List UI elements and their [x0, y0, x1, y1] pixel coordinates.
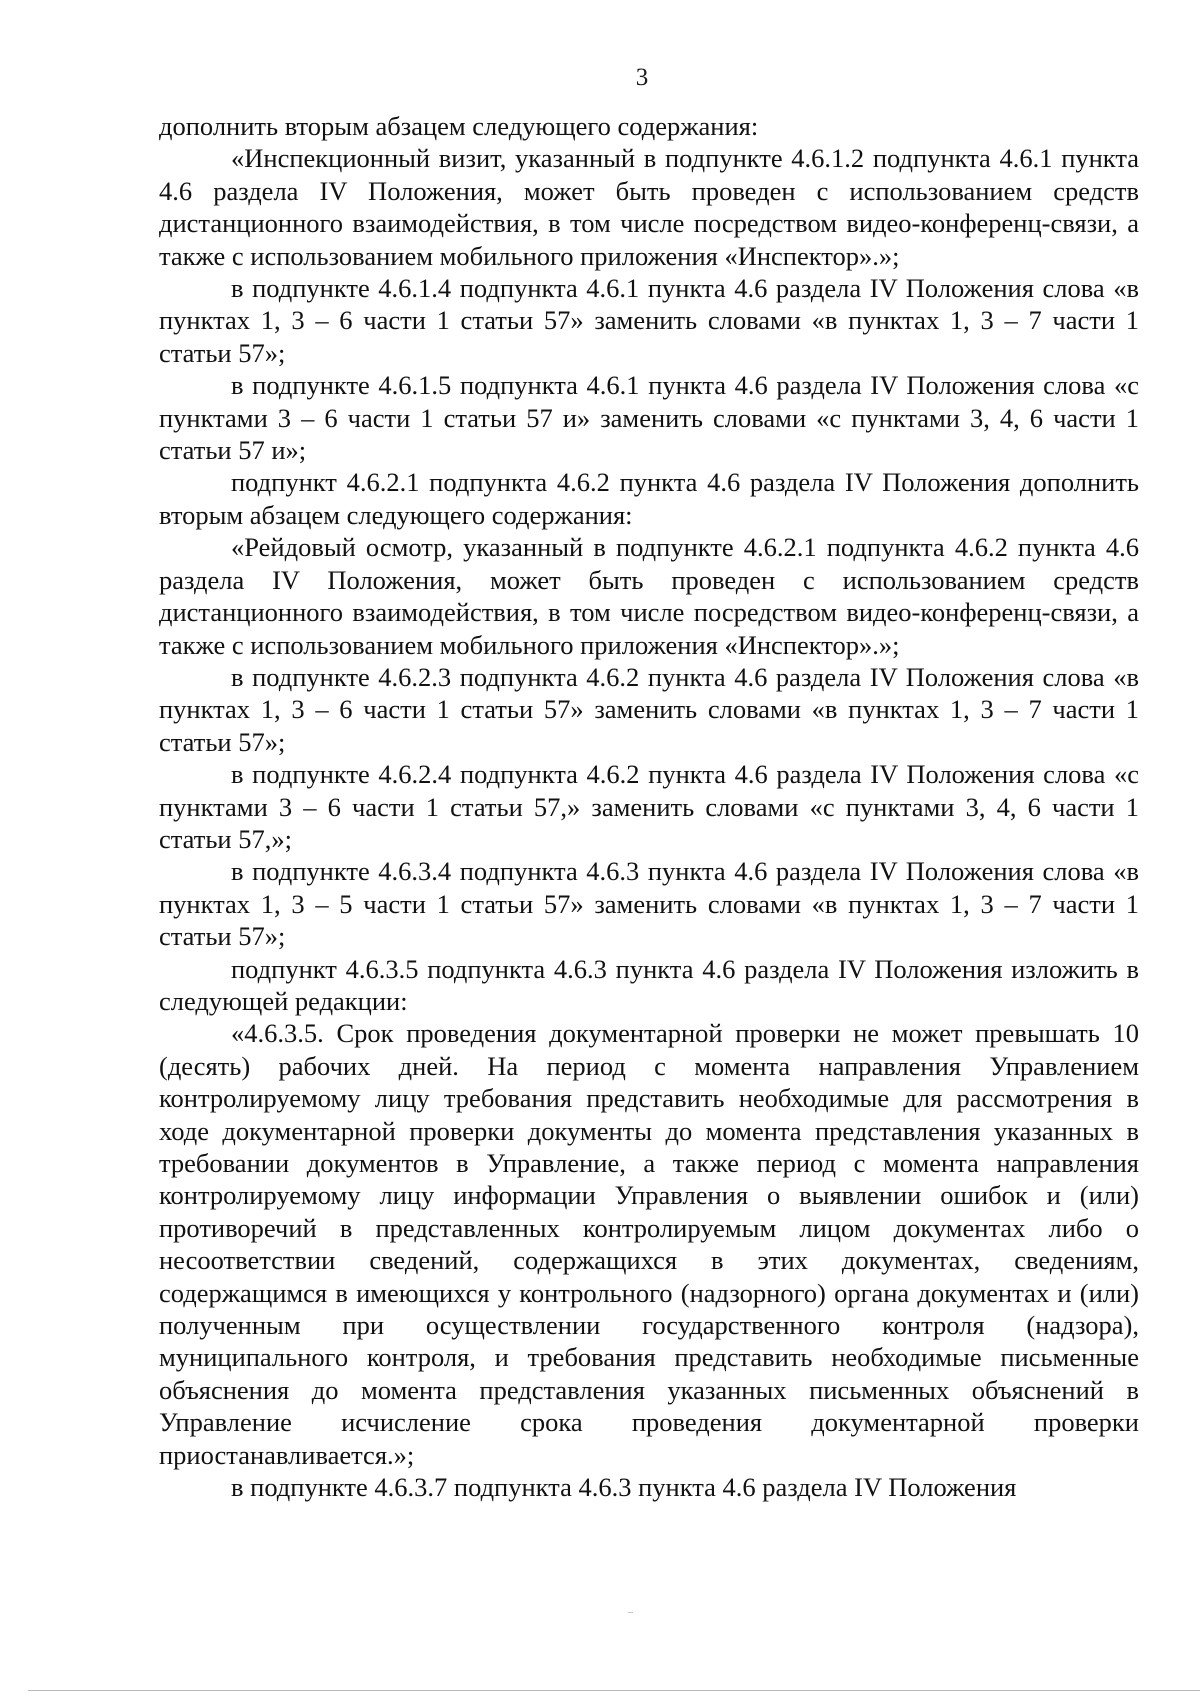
- paragraph-12: в подпункте 4.6.3.7 подпункта 4.6.3 пункта 4.6 раздела IV Положения: [231, 1472, 1017, 1503]
- paragraph-10: подпункт 4.6.3.5 подпункта 4.6.3 пункта 4.6 раздела IV Положения изложить в следующей редакции:: [159, 953, 1139, 1016]
- paragraph-4: в подпункте 4.6.1.5 подпункта 4.6.1 пункта 4.6 раздела IV Положения слова «с пунктами 3 – 6 части 1 статьи 57 и» заменить словами «с пунктами 3, 4, 6 части 1 статьи 57 и»;: [159, 370, 1139, 466]
- paragraph-9: в подпункте 4.6.3.4 подпункта 4.6.3 пункта 4.6 раздела IV Положения слова «в пунктах 1, 3 – 5 части 1 статьи 57» заменить словами «в пунктах 1, 3 – 7 части 1 статьи 57»;: [159, 856, 1139, 952]
- paragraph-3: в подпункте 4.6.1.4 подпункта 4.6.1 пункта 4.6 раздела IV Положения слова «в пунктах 1, 3 – 6 части 1 статьи 57» заменить словами «в пунктах 1, 3 – 7 части 1 статьи 57»;: [159, 273, 1139, 368]
- document-body: [159, 110, 1139, 1503]
- paragraph-5: подпункт 4.6.2.1 подпункта 4.6.2 пункта 4.6 раздела IV Положения дополнить вторым абзацем следующего содержания:: [159, 467, 1139, 530]
- paragraph-8: в подпункте 4.6.2.4 подпункта 4.6.2 пункта 4.6 раздела IV Положения слова «с пунктами 3 – 6 части 1 статьи 57,» заменить словами «с пунктами 3, 4, 6 части 1 статьи 57,»;: [159, 759, 1139, 854]
- paragraph-7: в подпункте 4.6.2.3 подпункта 4.6.2 пункта 4.6 раздела IV Положения слова «в пунктах 1, 3 – 6 части 1 статьи 57» заменить словами «в пунктах 1, 3 – 7 части 1 статьи 57»;: [159, 661, 1139, 757]
- paragraph-2: «Инспекционный визит, указанный в подпункте 4.6.1.2 подпункта 4.6.1 пункта 4.6 раздела IV Положения, может быть проведен с использованием средств дистанционного взаимодействия, в том числе посредством видео-конференц-связи, а также с использованием мобильного приложения «Инспектор».»;: [159, 143, 1139, 271]
- paragraph-1: дополнить вторым абзацем следующего содержания:: [159, 111, 759, 141]
- paragraph-11: «4.6.3.5. Срок проведения документарной проверки не может превышать 10 (десять) рабочих дней. На период с момента направления Управлением контролируемому лицу требования представить необходимые для рассмотрения в ходе документарной проверки документы до момента представления указанных в требовании документов в Управление, а также период с момента направления контролируемому лицу информации Управления о выявлении ошибок и (или) противоречий в представленных контролируемым лицом документах либо о несоответствии сведений, содержащихся в этих документах, сведениям, содержащимся в имеющихся у контрольного (надзорного) органа документах и (или) полученным при осуществлении государственного контроля (надзора), муниципального контроля, и требования представить необходимые письменные объяснения до момента представления указанных письменных объяснений в Управление исчисление срока проведения документарной проверки приостанавливается.»;: [159, 1018, 1139, 1470]
- page-number: 3: [635, 64, 649, 91]
- scan-speck: [628, 1612, 633, 1613]
- scan-bottom-edge: [28, 1690, 1200, 1691]
- paragraph-6: «Рейдовый осмотр, указанный в подпункте 4.6.2.1 подпункта 4.6.2 пункта 4.6 раздела IV Положения, может быть проведен с использованием средств дистанционного взаимодействия, в том числе посредством видео-конференц-связи, а также с использованием мобильного приложения «Инспектор».»;: [159, 532, 1139, 660]
